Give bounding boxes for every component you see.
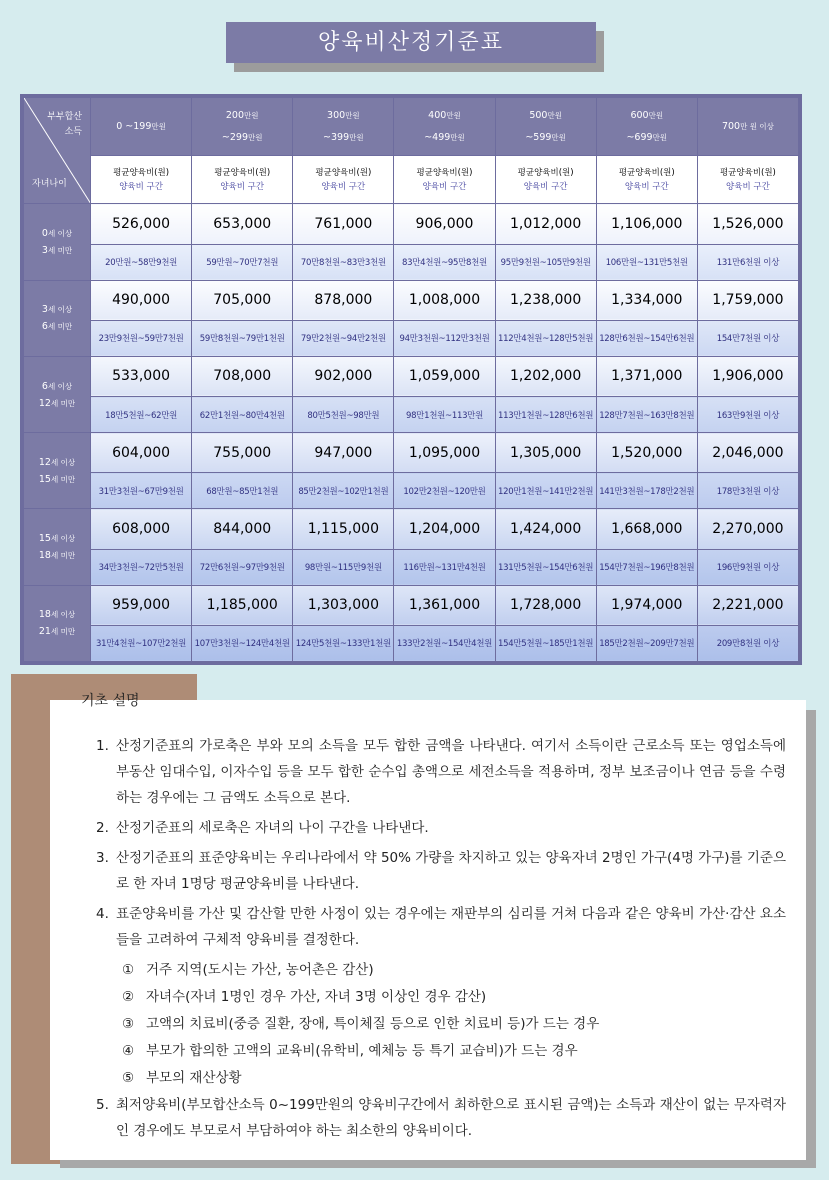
support-range-cell: 83만4천원~95만8천원 (394, 244, 495, 280)
support-range-cell: 112만4천원~128만5천원 (495, 320, 596, 356)
sub-header-3: 평균양육비(원) 양육비 구간 (394, 156, 495, 204)
support-range-cell: 59만원~70만7천원 (192, 244, 293, 280)
support-range-cell: 98만원~115만9천원 (293, 549, 394, 585)
average-support-cell: 1,185,000 (192, 585, 293, 625)
income-header-4: 500만원 ~599만원 (495, 98, 596, 156)
average-support-cell: 1,728,000 (495, 585, 596, 625)
average-support-cell: 1,115,000 (293, 509, 394, 549)
notes-list (96, 733, 786, 1148)
average-support-cell: 1,012,000 (495, 204, 596, 244)
notes-title: 기초 설명 (81, 693, 140, 709)
average-support-cell: 608,000 (91, 509, 192, 549)
income-header-3: 400만원 ~499만원 (394, 98, 495, 156)
age-band-1: 3세 이상 6세 미만 (24, 280, 91, 356)
support-range-cell: 68만원~85만1천원 (192, 473, 293, 509)
support-range-cell: 141만3천원~178만2천원 (596, 473, 697, 509)
support-range-cell: 23만9천원~59만7천원 (91, 320, 192, 356)
average-support-cell: 708,000 (192, 356, 293, 396)
average-support-cell: 1,106,000 (596, 204, 697, 244)
average-support-cell: 653,000 (192, 204, 293, 244)
average-support-cell: 878,000 (293, 280, 394, 320)
support-range-cell: 102만2천원~120만원 (394, 473, 495, 509)
support-range-cell: 59만8천원~79만1천원 (192, 320, 293, 356)
age-band-2: 6세 이상 12세 미만 (24, 356, 91, 432)
support-range-cell: 70만8천원~83만3천원 (293, 244, 394, 280)
support-range-cell: 154만5천원~185만1천원 (495, 625, 596, 661)
average-support-cell: 1,974,000 (596, 585, 697, 625)
income-header-6: 700만 원 이상 (697, 98, 798, 156)
income-header-2: 300만원 ~399만원 (293, 98, 394, 156)
support-range-cell: 31만4천원~107만2천원 (91, 625, 192, 661)
average-support-cell: 1,095,000 (394, 433, 495, 473)
average-support-cell: 1,305,000 (495, 433, 596, 473)
support-range-cell: 124만5천원~133만1천원 (293, 625, 394, 661)
average-support-cell: 947,000 (293, 433, 394, 473)
support-range-cell: 116만원~131만4천원 (394, 549, 495, 585)
support-range-cell: 79만2천원~94만2천원 (293, 320, 394, 356)
sub-header-6: 평균양육비(원) 양육비 구간 (697, 156, 798, 204)
average-support-cell: 2,046,000 (697, 433, 798, 473)
support-table-frame (20, 94, 802, 665)
average-support-cell: 1,059,000 (394, 356, 495, 396)
average-support-cell: 2,270,000 (697, 509, 798, 549)
average-support-cell: 844,000 (192, 509, 293, 549)
average-support-cell: 705,000 (192, 280, 293, 320)
average-support-cell: 533,000 (91, 356, 192, 396)
average-support-cell: 959,000 (91, 585, 192, 625)
average-support-cell: 1,668,000 (596, 509, 697, 549)
age-band-3: 12세 이상 15세 미만 (24, 433, 91, 509)
support-range-cell: 163만9천원 이상 (697, 397, 798, 433)
average-support-cell: 1,424,000 (495, 509, 596, 549)
average-support-cell: 1,361,000 (394, 585, 495, 625)
sub-header-5: 평균양육비(원) 양육비 구간 (596, 156, 697, 204)
support-range-cell: 178만3천원 이상 (697, 473, 798, 509)
support-range-cell: 31만3천원~67만9천원 (91, 473, 192, 509)
note-sub-item-3: ③ 고액의 치료비(중증 질환, 장애, 특이체질 등으로 인한 치료비 등)가 드는 경우 (122, 1016, 600, 1032)
page-title: 양육비산정기준표 (226, 22, 596, 63)
income-header-0: 0 ~199만원 (91, 98, 192, 156)
support-range-cell: 120만1천원~141만2천원 (495, 473, 596, 509)
average-support-cell: 1,759,000 (697, 280, 798, 320)
support-range-cell: 185만2천원~209만7천원 (596, 625, 697, 661)
support-range-cell: 107만3천원~124만4천원 (192, 625, 293, 661)
support-range-cell: 113만1천원~128만6천원 (495, 397, 596, 433)
average-support-cell: 1,520,000 (596, 433, 697, 473)
support-table (23, 97, 799, 662)
average-support-cell: 1,303,000 (293, 585, 394, 625)
note-sub-item-2: ② 자녀수(자녀 1명인 경우 가산, 자녀 3명 이상인 경우 감산) (122, 989, 487, 1005)
support-range-cell: 133만2천원~154만4천원 (394, 625, 495, 661)
support-range-cell: 20만원~58만9천원 (91, 244, 192, 280)
support-range-cell: 106만원~131만5천원 (596, 244, 697, 280)
average-support-cell: 1,008,000 (394, 280, 495, 320)
support-range-cell: 94만3천원~112만3천원 (394, 320, 495, 356)
support-range-cell: 128만6천원~154만6천원 (596, 320, 697, 356)
support-range-cell: 131만6천원 이상 (697, 244, 798, 280)
support-range-cell: 154만7천원 이상 (697, 320, 798, 356)
note-item-3: 3. 산정기준표의 표준양육비는 우리나라에서 약 50% 가량을 차지하고 있는 양육자녀 2명인 가구(4명 가구)를 기준으로 한 자녀 1명당 평균양육비를 나타낸다. (96, 850, 786, 892)
average-support-cell: 755,000 (192, 433, 293, 473)
income-header-1: 200만원 ~299만원 (192, 98, 293, 156)
average-support-cell: 902,000 (293, 356, 394, 396)
support-range-cell: 128만7천원~163만8천원 (596, 397, 697, 433)
support-range-cell: 34만3천원~72만5천원 (91, 549, 192, 585)
support-range-cell: 95만9천원~105만9천원 (495, 244, 596, 280)
note-sub-item-5: ⑤ 부모의 재산상황 (122, 1070, 242, 1086)
average-support-cell: 490,000 (91, 280, 192, 320)
note-item-4: 4. 표준양육비를 가산 및 감산할 만한 사정이 있는 경우에는 재판부의 심리를 거쳐 다음과 같은 양육비 가산·감산 요소들을 고려하여 구체적 양육비를 결정한다. (96, 906, 786, 948)
support-range-cell: 98만1천원~113만원 (394, 397, 495, 433)
support-range-cell: 131만5천원~154만6천원 (495, 549, 596, 585)
support-range-cell: 85만2천원~102만1천원 (293, 473, 394, 509)
average-support-cell: 526,000 (91, 204, 192, 244)
average-support-cell: 761,000 (293, 204, 394, 244)
age-band-5: 18세 이상 21세 미만 (24, 585, 91, 661)
note-sub-item-4: ④ 부모가 합의한 고액의 교육비(유학비, 예체능 등 특기 교습비)가 드는 경우 (122, 1043, 578, 1059)
support-range-cell: 80만5천원~98만원 (293, 397, 394, 433)
average-support-cell: 1,334,000 (596, 280, 697, 320)
average-support-cell: 1,238,000 (495, 280, 596, 320)
support-range-cell: 62만1천원~80만4천원 (192, 397, 293, 433)
age-band-4: 15세 이상 18세 미만 (24, 509, 91, 585)
average-support-cell: 1,906,000 (697, 356, 798, 396)
sub-header-4: 평균양육비(원) 양육비 구간 (495, 156, 596, 204)
sub-header-2: 평균양육비(원) 양육비 구간 (293, 156, 394, 204)
note-item-1: 1. 산정기준표의 가로축은 부와 모의 소득을 모두 합한 금액을 나타낸다. 여기서 소득이란 근로소득 또는 영업소득에 부동산 임대수입, 이자수입 등을 모두 합한 순수입 총액으로 세전소득을 적용하며, 정부 보조금이나 연금 등을 수령하는 경우에는 그 금액도 소득으로 본다. (96, 738, 786, 806)
average-support-cell: 604,000 (91, 433, 192, 473)
support-range-cell: 196만9천원 이상 (697, 549, 798, 585)
age-band-0: 0세 이상 3세 미만 (24, 204, 91, 280)
note-item-2: 2. 산정기준표의 세로축은 자녀의 나이 구간을 나타낸다. (96, 820, 429, 836)
corner-income-label: 부부합산 소득 (47, 112, 82, 137)
average-support-cell: 1,371,000 (596, 356, 697, 396)
note-item-5: 5. 최저양육비(부모합산소득 0~199만원의 양육비구간에서 최하한으로 표시된 금액)는 소득과 재산이 없는 무자력자인 경우에도 부모로서 부담하여야 하는 최소한의 양육비이다. (96, 1097, 786, 1139)
support-range-cell: 18만5천원~62만원 (91, 397, 192, 433)
average-support-cell: 1,202,000 (495, 356, 596, 396)
corner-age-label: 자녀나이 (32, 179, 67, 190)
sub-header-0: 평균양육비(원) 양육비 구간 (91, 156, 192, 204)
table-corner (24, 98, 91, 204)
note-sub-item-1: ① 거주 지역(도시는 가산, 농어촌은 감산) (122, 962, 374, 978)
sub-header-1: 평균양육비(원) 양육비 구간 (192, 156, 293, 204)
average-support-cell: 906,000 (394, 204, 495, 244)
average-support-cell: 2,221,000 (697, 585, 798, 625)
income-header-5: 600만원 ~699만원 (596, 98, 697, 156)
support-range-cell: 209만8천원 이상 (697, 625, 798, 661)
support-range-cell: 154만7천원~196만8천원 (596, 549, 697, 585)
average-support-cell: 1,204,000 (394, 509, 495, 549)
average-support-cell: 1,526,000 (697, 204, 798, 244)
support-range-cell: 72만6천원~97만9천원 (192, 549, 293, 585)
